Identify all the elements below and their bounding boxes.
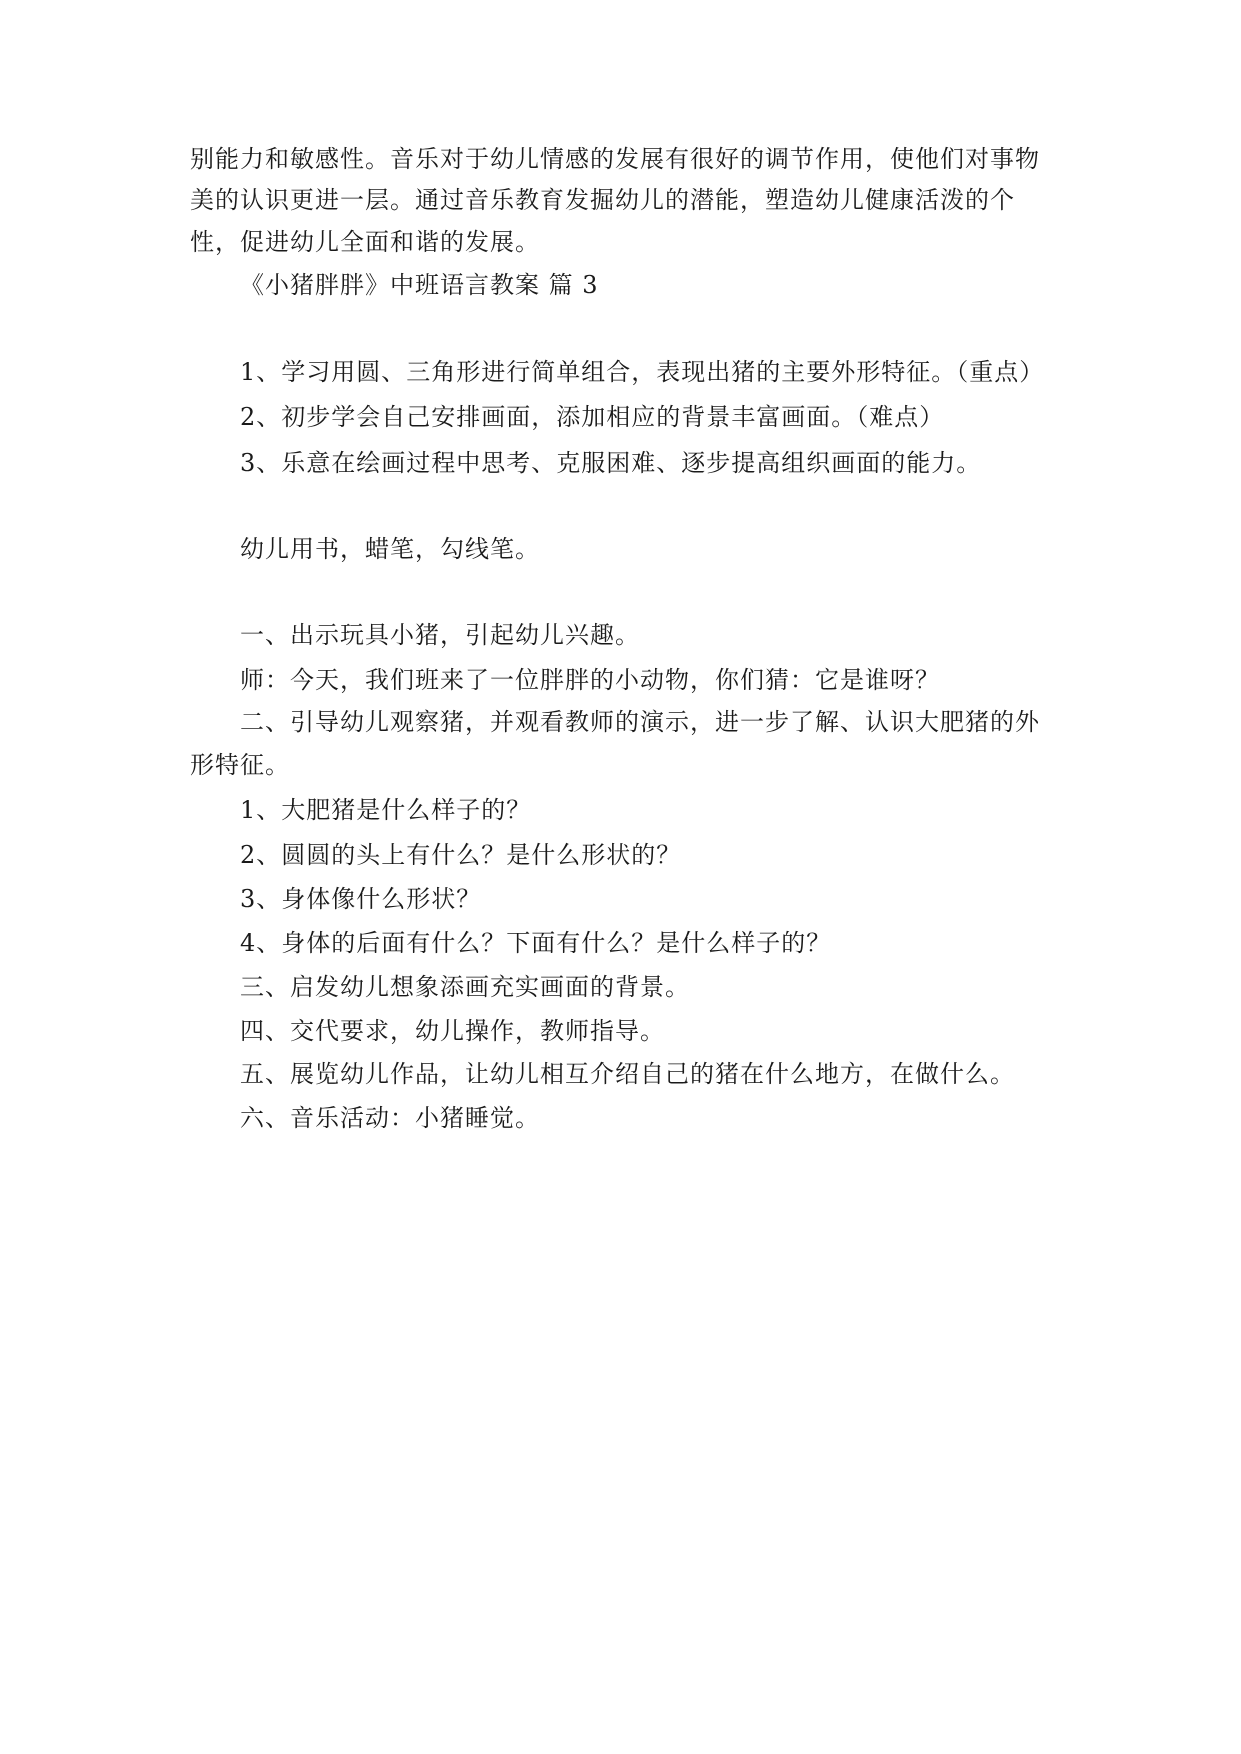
question-1: 1、大肥猪是什么样子的？: [240, 796, 532, 824]
goal-2: 2、初步学会自己安排画面，添加相应的背景丰富画面。（难点）: [240, 403, 945, 431]
process-step-6: 六、音乐活动：小猪睡觉。: [240, 1104, 540, 1132]
process-step-2b: 形特征。: [190, 751, 290, 779]
process-step-3: 三、启发幼儿想象添画充实画面的背景。: [240, 973, 690, 1001]
section-title: 《小猪胖胖》中班语言教案 篇 3: [240, 271, 599, 299]
intro-line-3: 性，促进幼儿全面和谐的发展。: [190, 228, 540, 256]
intro-line-1: 别能力和敏感性。音乐对于幼儿情感的发展有很好的调节作用，使他们对事物: [190, 145, 1040, 173]
question-3: 3、身体像什么形状？: [240, 885, 482, 913]
question-4: 4、身体的后面有什么？下面有什么？是什么样子的？: [240, 929, 832, 957]
materials: 幼儿用书，蜡笔，勾线笔。: [240, 535, 540, 563]
goal-3: 3、乐意在绘画过程中思考、克服困难、逐步提高组织画面的能力。: [240, 449, 982, 477]
process-step-1: 一、出示玩具小猪，引起幼儿兴趣。: [240, 621, 640, 649]
teacher-line: 师：今天，我们班来了一位胖胖的小动物，你们猜：它是谁呀？: [240, 666, 940, 694]
process-step-5: 五、展览幼儿作品，让幼儿相互介绍自己的猪在什么地方，在做什么。: [240, 1060, 1015, 1088]
question-2: 2、圆圆的头上有什么？是什么形状的？: [240, 841, 682, 869]
process-step-4: 四、交代要求，幼儿操作，教师指导。: [240, 1017, 665, 1045]
intro-line-2: 美的认识更进一层。通过音乐教育发掘幼儿的潜能，塑造幼儿健康活泼的个: [190, 186, 1015, 214]
process-step-2a: 二、引导幼儿观察猪，并观看教师的演示，进一步了解、认识大肥猪的外: [240, 708, 1040, 736]
goal-1: 1、学习用圆、三角形进行简单组合，表现出猪的主要外形特征。（重点）: [240, 358, 1045, 386]
